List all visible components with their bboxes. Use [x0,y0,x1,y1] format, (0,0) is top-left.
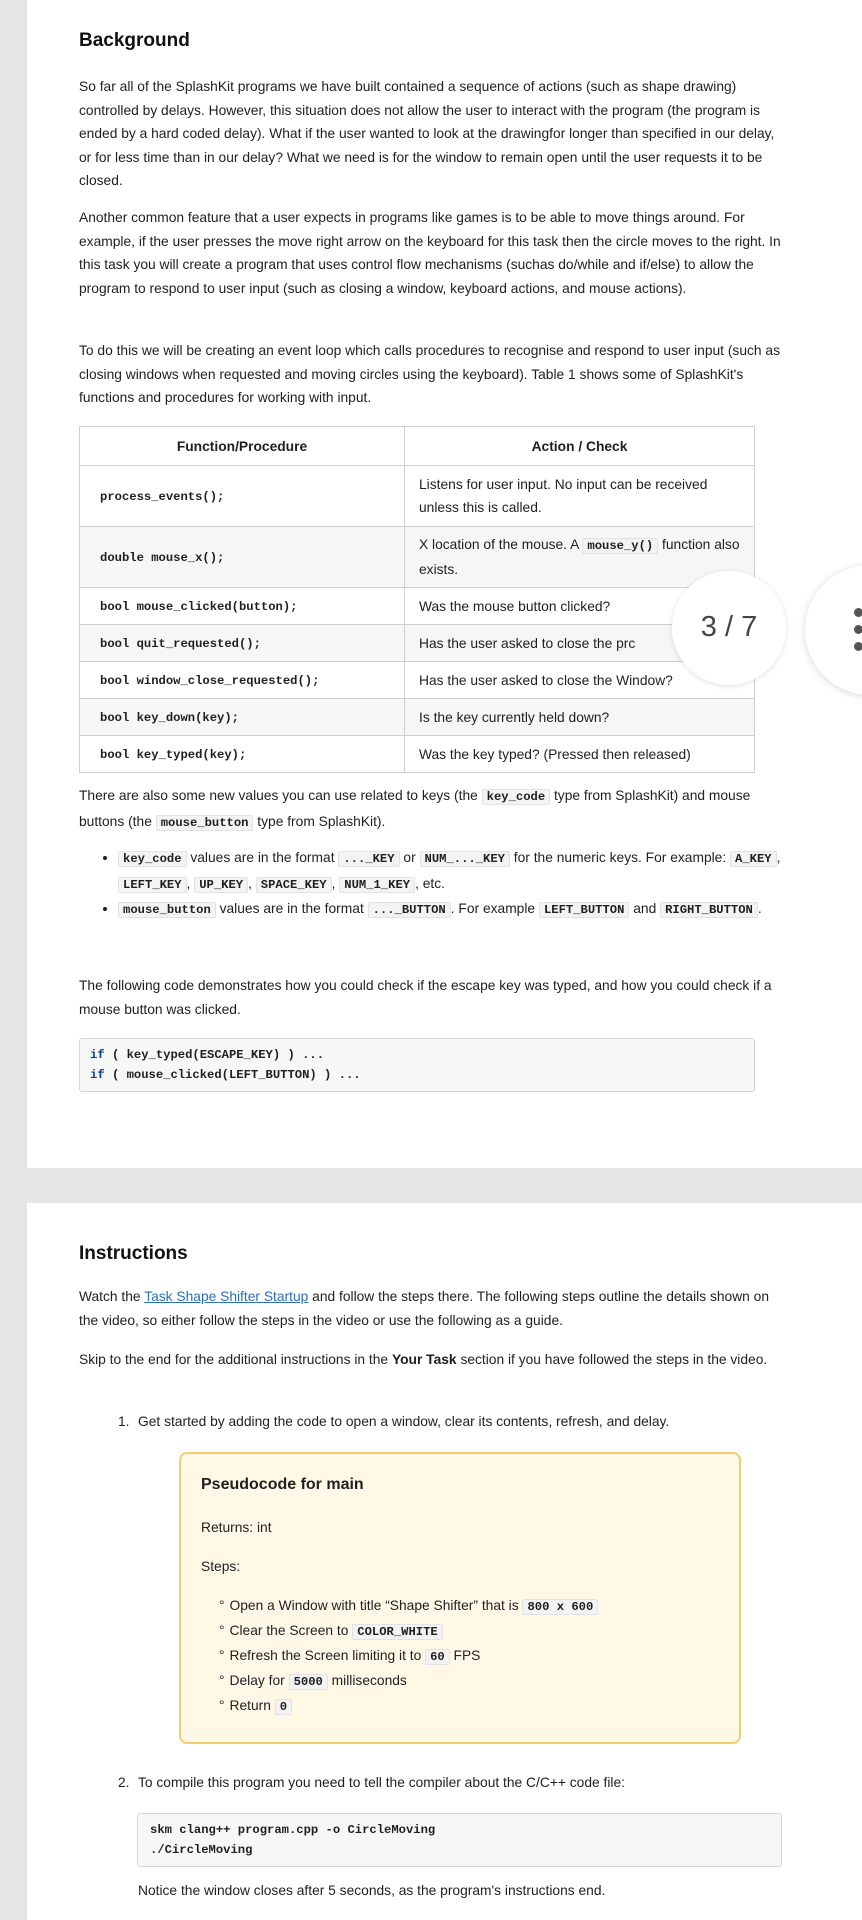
text: section if you have followed the steps in the video. [456,1352,768,1367]
text: and [629,901,661,916]
table-row [80,466,755,527]
inline-code: mouse_button [156,815,254,831]
table-row [80,527,755,588]
inline-code: key_code [118,851,187,867]
pseudocode-steps-label: Steps: [201,1559,241,1574]
code-block [137,1813,782,1867]
inline-code: NUM_1_KEY [339,877,415,893]
inline-code: LEFT_BUTTON [539,902,629,918]
instructions-text [79,1285,784,1332]
keys-text [79,784,784,835]
function-signature: bool key_typed(key); [100,748,247,762]
input-functions-table [79,426,755,773]
text: . [757,901,762,916]
bullet-list [79,846,784,923]
inline-code: SPACE_KEY [256,877,332,893]
code-line: ( key_typed(ESCAPE_KEY) ) ... [104,1048,325,1062]
table-row [80,699,755,736]
function-signature: bool key_down(key); [100,711,239,725]
background-text-2 [79,206,784,300]
text: Clear the Screen to [229,1623,353,1638]
bullet-list-wrap [79,846,784,923]
pseudocode-steps [219,1594,598,1719]
step-2-text: To compile this program you need to tell the compiler about the C/C++ code file: [138,1775,625,1790]
table-cell-action: Listens for user input. No input can be received unless this is called. [405,466,755,527]
more-vert-icon [854,642,862,651]
background-section [79,30,784,52]
text: values are in the format [186,850,339,865]
table-cell-function [80,588,405,625]
page-indicator-label: 3 / 7 [700,611,758,643]
list-item [219,1594,598,1619]
code-paragraph: The following code demonstrates how you could check if the escape key was typed, and how you could check if a mouse button was clicked. [79,978,772,1017]
inline-code: key_code [482,789,551,805]
table-cell-action: Was the mouse button clicked? [405,588,755,625]
instructions-heading: Instructions [79,1243,188,1264]
inline-code: LEFT_KEY [118,877,187,893]
code-block-wrap [79,1038,755,1092]
step-1-text: Get started by adding the code to open a window, clear its contents, refresh, and delay. [138,1414,670,1429]
compile-code-wrap [137,1813,782,1867]
text: Open a Window with title “Shape Shifter” that is [229,1598,523,1613]
table-cell-function [80,736,405,773]
background-paragraph-2: Another common feature that a user expects in programs like games is to be able to move things around. For example, if the user presses the move right arrow on the keyboard for this task then the circle moves to the right. In this task you will create a program that uses control flow mechanisms (suchas do/while and if/else) to allow the program to respond to user input (such as closing a window, keyboard actions, and mouse actions). [79,210,781,296]
table-header-function: Function/Procedure [80,427,405,466]
code-intro [79,974,784,1021]
list-item [219,1619,598,1644]
text: type from SplashKit). [253,813,386,829]
function-signature: double mouse_x(); [100,551,225,565]
step-number: 1. [118,1414,130,1429]
text: and follow the steps there. The following steps outline the details shown on the video, so either follow the steps in the video or use the following as a guide. [79,1289,770,1328]
list-item: • key_code values are in the format ..._KEY or NUM_..._KEY for the numeric keys. For example: A_KEY , LEFT_KEY , UP_KEY , SPACE_KEY , NUM_1_KEY , etc. [118,846,784,897]
list-item [219,1644,598,1669]
background-paragraph-3: To do this we will be creating an event loop which calls procedures to recognise and respond to user input (such as closing windows when requested and moving circles using the keyboard). Table 1 shows some of SplashKit's functions and procedures for working with input. [79,343,780,405]
text: milliseconds [327,1673,407,1688]
inline-code: 800 x 600 [522,1599,598,1615]
more-vert-icon [854,625,862,634]
background-heading: Background [79,30,190,51]
list-item [219,1694,598,1719]
keys-paragraph [79,784,784,835]
inline-code: ..._KEY [338,851,399,867]
function-signature: bool quit_requested(); [100,637,261,651]
list-item [118,897,784,923]
background-paragraph-1: So far all of the SplashKit programs we have built contained a sequence of actions (such as shape drawing) controlled by delays. However, this situation does not allow the user to interact with the program (the program is ended by a hard coded delay). What if the user wanted to look at the drawingfor longer than specified in our delay, or for less time than in our delay? What we need is for the window to remain open until the user requests it to be closed. [79,79,775,188]
text: values are in the format [215,901,368,916]
text: Delay for [229,1673,289,1688]
list-item [219,1669,598,1694]
inline-code: 5000 [289,1674,328,1690]
table-cell-function [80,699,405,736]
inline-code: A_KEY [730,851,777,867]
background-text-3 [79,339,784,410]
inline-code: mouse_button [118,902,216,918]
bold-text: Your Task [391,1352,457,1367]
inline-code: ..._BUTTON [368,902,451,918]
inline-code: 0 [275,1699,292,1715]
pseudocode-returns: Returns: int [201,1520,272,1535]
instructions-section [79,1243,784,1265]
table-cell-action: Is the key currently held down? [405,699,755,736]
inline-code: 60 [425,1649,450,1665]
instructions-text-2 [79,1348,784,1372]
table-row [80,588,755,625]
table-cell-action: Was the key typed? (Pressed then released) [405,736,755,773]
text: or [399,850,420,865]
table-header-action: Action / Check [405,427,755,466]
page-indicator [672,571,786,685]
step-2-note: Notice the window closes after 5 seconds, as the program's instructions end. [138,1883,606,1898]
function-signature: process_events(); [100,490,225,504]
keyword: if [90,1068,105,1082]
more-vert-icon [854,608,862,617]
function-signature: bool window_close_requested(); [100,674,320,688]
text: , etc. [415,875,445,891]
text: for the numeric keys. For example: [509,850,731,865]
inline-code: RIGHT_BUTTON [660,902,758,918]
instructions-paragraph-1 [79,1285,784,1332]
table-cell-function [80,466,405,527]
table-row [80,625,755,662]
text: . For example [450,901,539,916]
pseudocode-title: Pseudocode for main [201,1476,364,1493]
table-cell-function [80,625,405,662]
text: Refresh the Screen limiting it to [229,1648,426,1663]
code-block [79,1038,755,1092]
instructions-paragraph-2 [79,1348,784,1372]
table-cell-function [80,527,405,588]
text: type from SplashKit) and mouse buttons (the [79,788,751,829]
step-number: 2. [118,1775,130,1790]
inline-code: NUM_..._KEY [420,851,510,867]
table-cell-function [80,662,405,699]
table-cell-action: Has the user asked to close the Window? [405,662,755,699]
text: Watch the [79,1289,145,1304]
text: FPS [449,1648,481,1663]
inline-code: mouse_y() [582,538,658,554]
table-cell-action: Has the user asked to close the prc [405,625,755,662]
pseudocode-box [179,1452,741,1744]
action-text: function also exists. [419,537,740,577]
table-row [80,662,755,699]
video-link[interactable]: Task Shape Shifter Startup [144,1289,309,1304]
function-signature: bool mouse_clicked(button); [100,600,298,614]
action-text: X location of the mouse. A [419,537,583,552]
table-row [80,736,755,773]
keyword: if [90,1048,105,1062]
text: Return [229,1698,275,1713]
text: There are also some new values you can use related to keys (the [79,788,482,803]
background-text [79,75,784,193]
inline-code: COLOR_WHITE [352,1624,442,1640]
code-line: ./CircleMoving [150,1843,253,1857]
code-line: ( mouse_clicked(LEFT_BUTTON) ) ... [104,1068,361,1082]
code-line: skm clang++ program.cpp -o CircleMoving [150,1823,436,1837]
text: Skip to the end for the additional instructions in the [79,1352,392,1367]
inline-code: UP_KEY [194,877,248,893]
